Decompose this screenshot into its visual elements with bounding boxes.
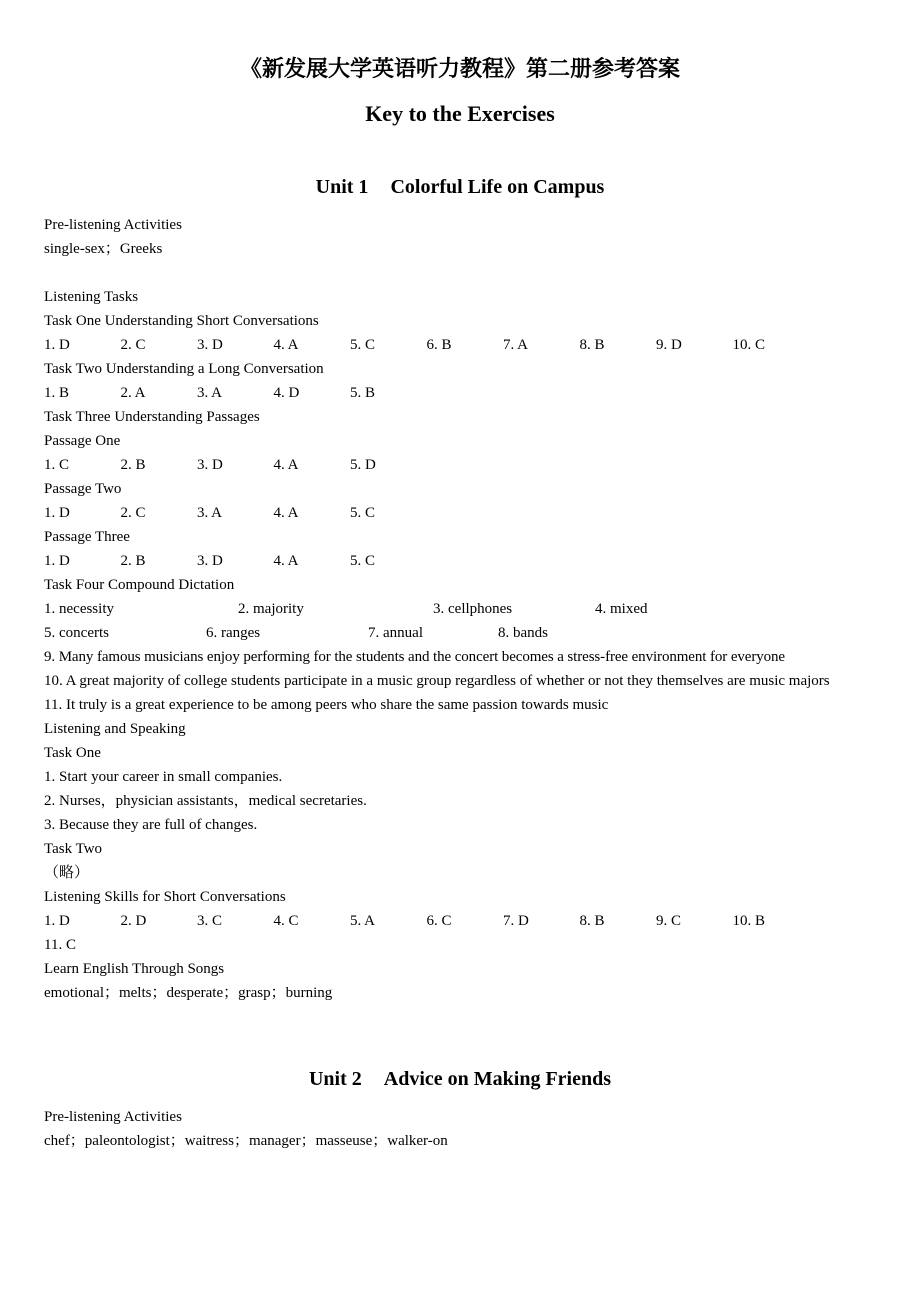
task-four-heading: Task Four Compound Dictation bbox=[44, 577, 235, 593]
answer-item: 10. B bbox=[732, 913, 766, 929]
answer-item: 2. C bbox=[120, 505, 146, 521]
answer-item: 8. B bbox=[579, 337, 605, 353]
answer-item: 8. B bbox=[579, 913, 605, 929]
passage-one-heading: Passage One bbox=[44, 433, 121, 449]
answer-item: 3. D bbox=[197, 337, 223, 353]
answer-item: 4. D bbox=[273, 385, 300, 401]
answer-item: 9. C bbox=[656, 913, 682, 929]
listening-skills-heading: Listening Skills for Short Conversations bbox=[44, 889, 286, 905]
answer-item: 1. D bbox=[44, 913, 70, 929]
dictation-sentence-9: 9. Many famous musicians enjoy performing for the students and the concert becomes a stress-free environment for everyone bbox=[44, 649, 785, 665]
answer-item: 7. D bbox=[503, 913, 529, 929]
dictation-sentence-10: 10. A great majority of college students participate in a music group regardless of whether or not they themselves are music majors bbox=[44, 673, 830, 689]
passage-two-answers bbox=[44, 501, 876, 525]
pre-listening-heading: Pre-listening Activities bbox=[44, 217, 182, 233]
listening-skills-answer-11: 11. C bbox=[44, 937, 76, 953]
task-one-answers bbox=[44, 333, 876, 357]
unit2-pre-listening-answer: chef；paleontologist；waitress；manager；masseuse；walker-on bbox=[44, 1133, 448, 1149]
pre-listening-answer: single-sex；Greeks bbox=[44, 241, 163, 257]
dictation-row-1 bbox=[44, 597, 876, 621]
answer-item: 1. D bbox=[44, 337, 70, 353]
answer-item: 3. A bbox=[197, 385, 223, 401]
songs-answer: emotional；melts；desperate；grasp；burning bbox=[44, 985, 333, 1001]
dictation-row-2 bbox=[44, 621, 876, 645]
unit2-heading bbox=[0, 1068, 920, 1091]
unit2-pre-listening-heading: Pre-listening Activities bbox=[44, 1109, 182, 1125]
dictation-sentence-11: 11. It truly is a great experience to be among peers who share the same passion towards music bbox=[44, 697, 609, 713]
answer-item: 2. B bbox=[120, 457, 146, 473]
answer-item: 4. C bbox=[273, 913, 299, 929]
speaking-task-two-heading: Task Two bbox=[44, 841, 103, 857]
dictation-item: 1. necessity bbox=[44, 601, 114, 617]
unit2-number: Unit 2 bbox=[308, 1068, 362, 1090]
answer-item: 7. A bbox=[503, 337, 529, 353]
dictation-item: 5. concerts bbox=[44, 625, 109, 641]
unit1-section bbox=[44, 213, 876, 1005]
unit2-section bbox=[44, 1105, 876, 1153]
speaking-task-two-answer: （略） bbox=[44, 865, 90, 881]
dictation-item: 6. ranges bbox=[206, 625, 261, 641]
passage-three-heading: Passage Three bbox=[44, 529, 130, 545]
dictation-item: 2. majority bbox=[238, 601, 304, 617]
answer-item: 5. C bbox=[350, 505, 376, 521]
answer-item: 5. A bbox=[350, 913, 376, 929]
unit1-number: Unit 1 bbox=[315, 176, 369, 198]
answer-item: 10. C bbox=[732, 337, 766, 353]
passage-one-answers bbox=[44, 453, 876, 477]
answer-item: 3. D bbox=[197, 553, 223, 569]
task-three-heading: Task Three Understanding Passages bbox=[44, 409, 260, 425]
answer-item: 3. A bbox=[197, 505, 223, 521]
answer-item: 2. B bbox=[120, 553, 146, 569]
unit2-name: Advice on Making Friends bbox=[383, 1068, 612, 1090]
answer-item: 2. C bbox=[120, 337, 146, 353]
document-title: 《新发展大学英语听力教程》第二册参考答案 bbox=[239, 56, 680, 82]
speaking-answer: 1. Start your career in small companies. bbox=[44, 769, 283, 785]
unit1-heading bbox=[0, 176, 920, 199]
answer-item: 4. A bbox=[273, 553, 299, 569]
speaking-task-one-heading: Task One bbox=[44, 745, 101, 761]
answer-item: 5. C bbox=[350, 337, 376, 353]
listening-tasks-heading: Listening Tasks bbox=[44, 289, 139, 305]
answer-item: 4. A bbox=[273, 505, 299, 521]
answer-item: 3. D bbox=[197, 457, 223, 473]
answer-item: 5. B bbox=[350, 385, 376, 401]
passage-three-answers bbox=[44, 549, 876, 573]
answer-item: 1. D bbox=[44, 553, 70, 569]
answer-item: 3. C bbox=[197, 913, 223, 929]
answer-item: 2. D bbox=[120, 913, 147, 929]
speaking-answer: 2. Nurses，physician assistants，medical secretaries. bbox=[44, 793, 367, 809]
task-two-answers bbox=[44, 381, 876, 405]
unit1-name: Colorful Life on Campus bbox=[390, 176, 605, 198]
songs-heading: Learn English Through Songs bbox=[44, 961, 225, 977]
blank-line bbox=[44, 261, 876, 285]
listening-speaking-heading: Listening and Speaking bbox=[44, 721, 186, 737]
dictation-item: 3. cellphones bbox=[433, 601, 513, 617]
dictation-item: 4. mixed bbox=[595, 601, 648, 617]
answer-item: 1. D bbox=[44, 505, 70, 521]
speaking-answer: 3. Because they are full of changes. bbox=[44, 817, 258, 833]
dictation-item: 8. bands bbox=[498, 625, 548, 641]
passage-two-heading: Passage Two bbox=[44, 481, 122, 497]
task-one-heading: Task One Understanding Short Conversations bbox=[44, 313, 319, 329]
answer-item: 4. A bbox=[273, 337, 299, 353]
listening-skills-answers bbox=[44, 909, 876, 933]
answer-item: 5. D bbox=[350, 457, 376, 473]
answer-item: 1. C bbox=[44, 457, 70, 473]
answer-item: 9. D bbox=[656, 337, 682, 353]
answer-item: 5. C bbox=[350, 553, 376, 569]
answer-item: 6. B bbox=[426, 337, 452, 353]
answer-item: 1. B bbox=[44, 385, 70, 401]
answer-item: 6. C bbox=[426, 913, 452, 929]
document-subtitle: Key to the Exercises bbox=[365, 101, 555, 126]
answer-item: 2. A bbox=[120, 385, 146, 401]
answer-item: 4. A bbox=[273, 457, 299, 473]
task-two-heading: Task Two Understanding a Long Conversation bbox=[44, 361, 324, 377]
dictation-item: 7. annual bbox=[368, 625, 423, 641]
